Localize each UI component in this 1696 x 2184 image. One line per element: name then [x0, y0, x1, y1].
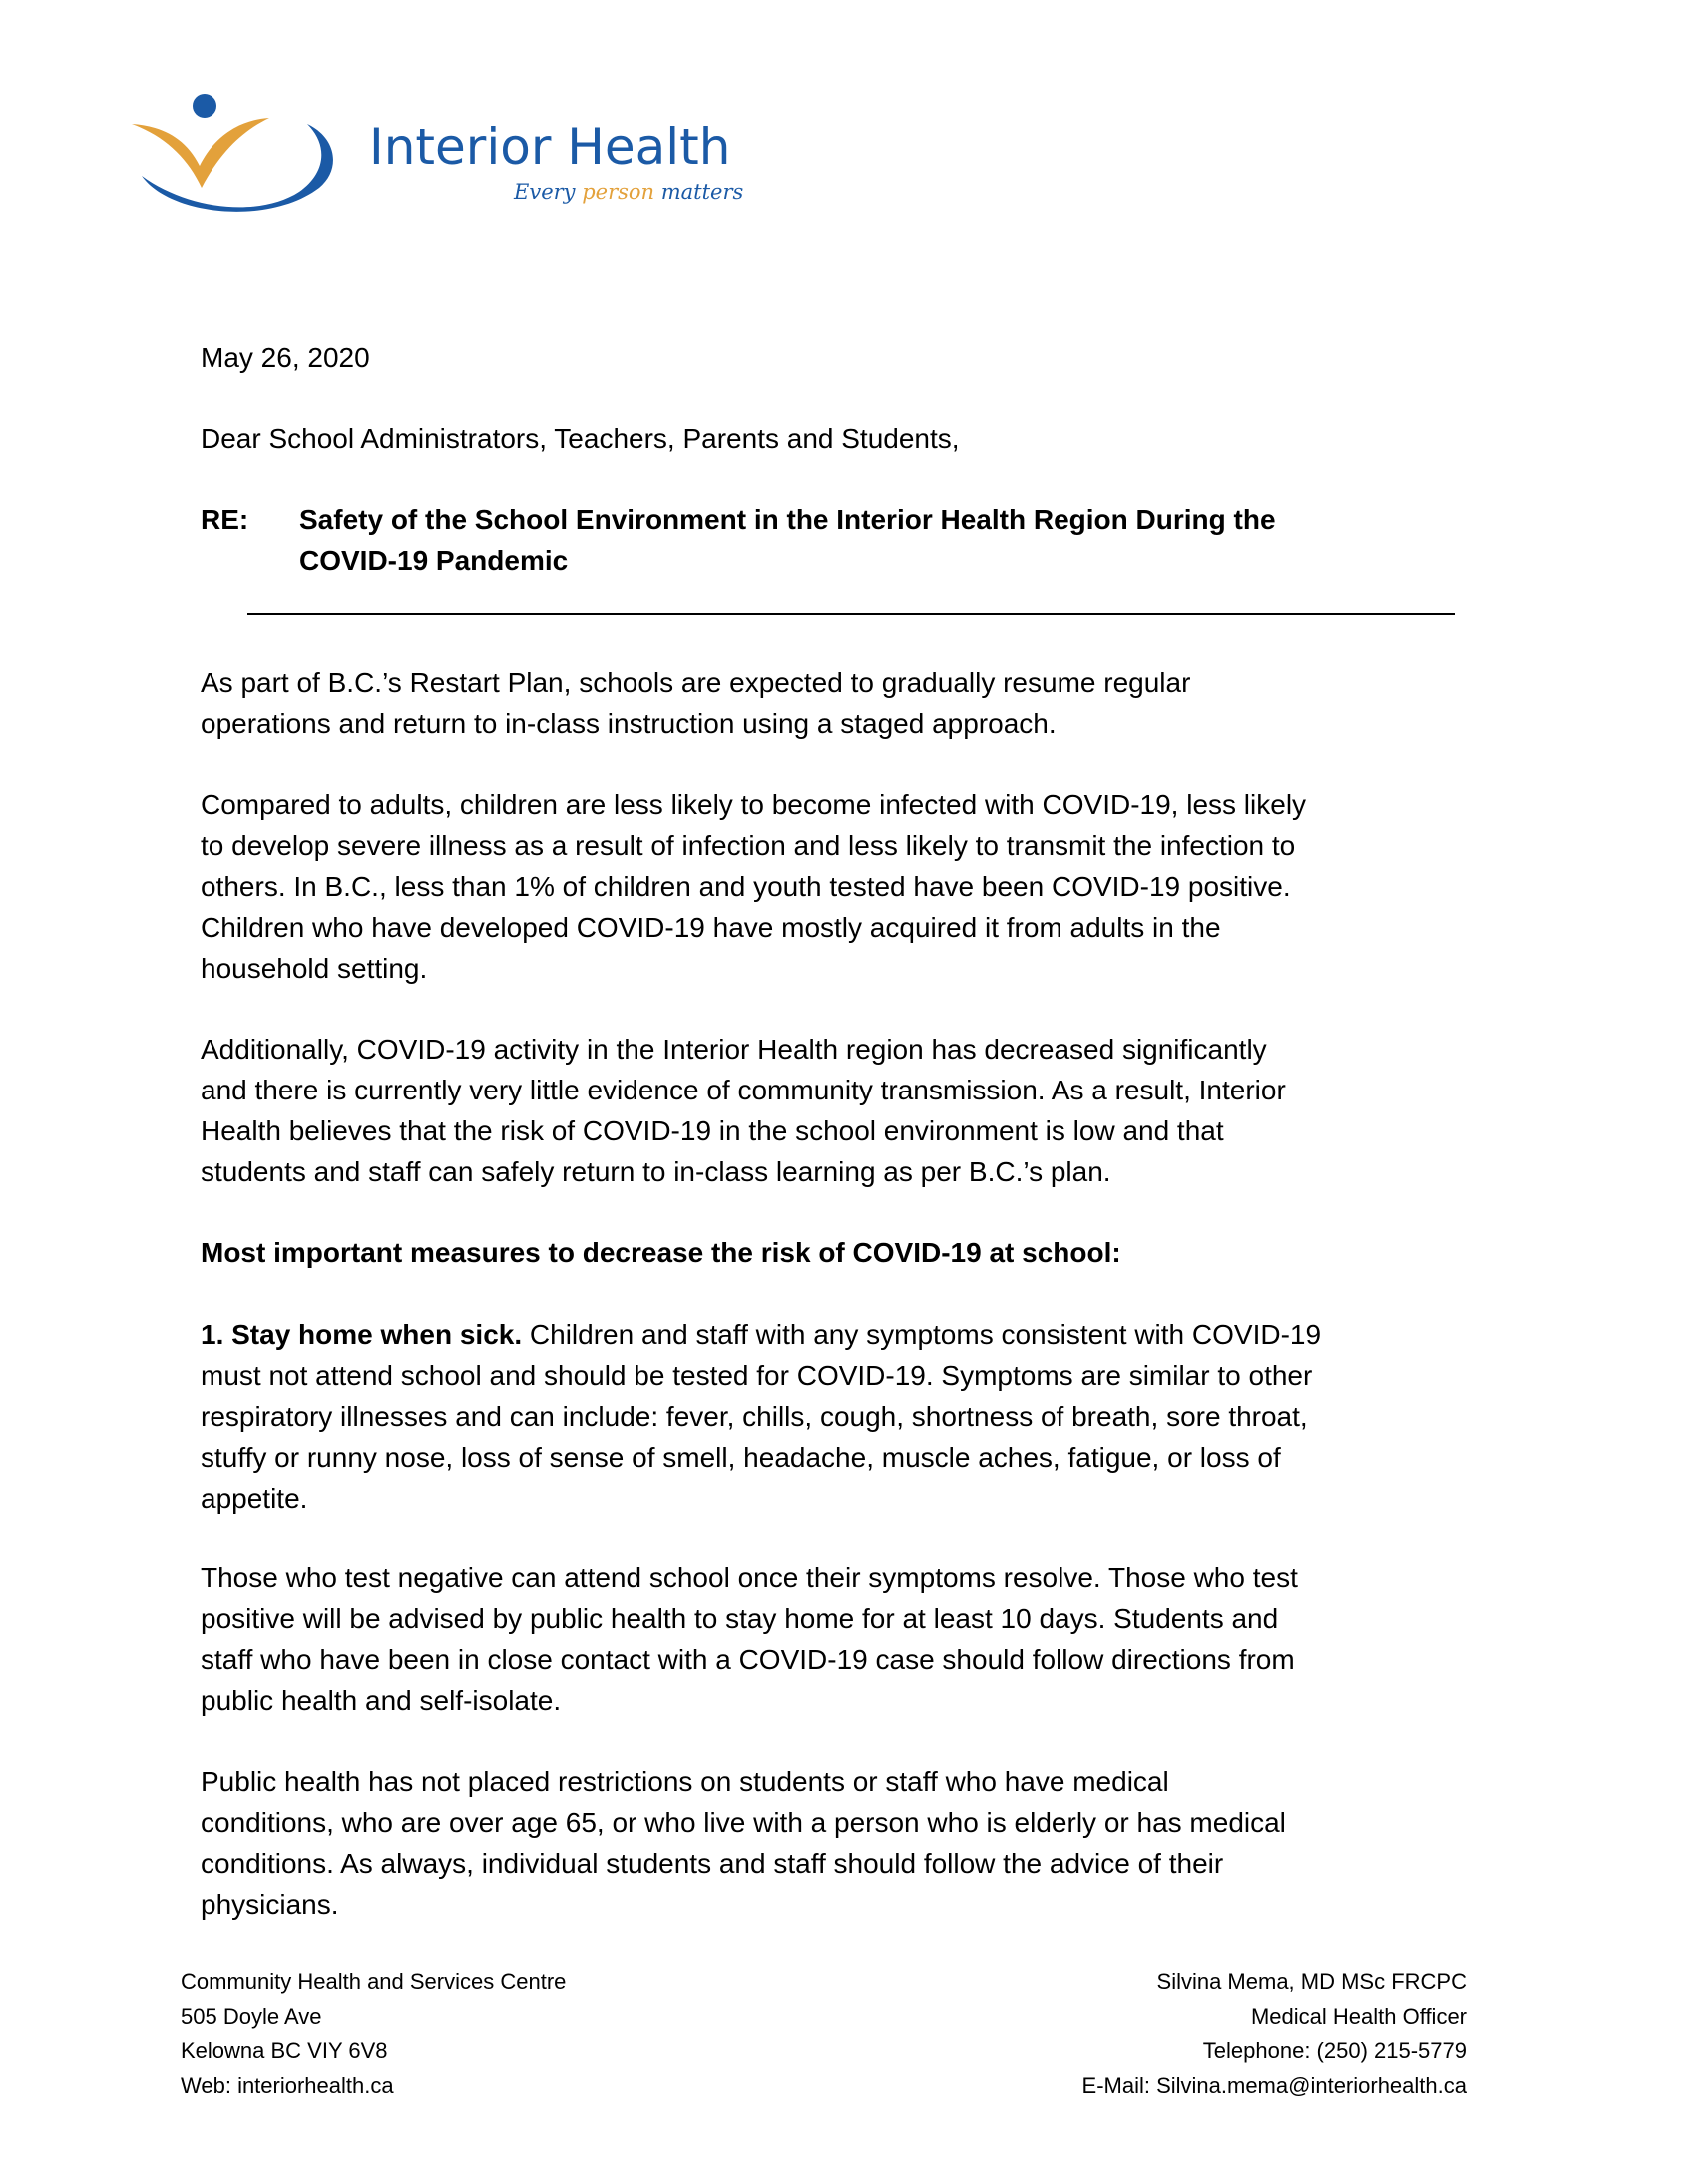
paragraph-stay-home	[201, 1314, 1321, 1519]
paragraph-test-results	[201, 1557, 1298, 1721]
paragraph-line: others. In B.C., less than 1% of children and youth tested have been COVID-19 positive.	[201, 871, 1291, 902]
footer-line: E-Mail: Silvina.mema@interiorhealth.ca	[1081, 2072, 1467, 2098]
paragraph-medical-conditions	[201, 1761, 1286, 1925]
footer-address	[181, 1966, 566, 2103]
tagline-part-1: Every	[514, 180, 583, 204]
paragraph-line: public health and self-isolate.	[201, 1685, 562, 1716]
logo-tagline	[514, 180, 743, 204]
paragraph-line: staff who have been in close contact with a COVID-19 case should follow directions from	[201, 1644, 1295, 1675]
paragraph-line: Compared to adults, children are less likely to become infected with COVID-19, less likely	[201, 789, 1307, 820]
re-subject	[299, 499, 1397, 581]
tagline-part-2: person	[582, 180, 655, 204]
tagline-part-3: matters	[654, 180, 744, 204]
footer-line: Web: interiorhealth.ca	[181, 2072, 394, 2098]
paragraph-line: As part of B.C.’s Restart Plan, schools are expected to gradually resume regular	[201, 667, 1191, 698]
footer-line: Silvina Mema, MD MSc FRCPC	[1156, 1969, 1467, 1994]
measure-title: 1. Stay home when sick.	[201, 1319, 523, 1350]
logo-name: Interior Health	[369, 118, 731, 176]
paragraph-line: conditions. As always, individual students and staff should follow the advice of their	[201, 1848, 1224, 1879]
paragraph-line: and there is currently very little evidence of community transmission. As a result, Interior	[201, 1075, 1286, 1105]
footer-line: Community Health and Services Centre	[181, 1969, 567, 1994]
letter-date: May 26, 2020	[201, 342, 370, 373]
footer-line: Medical Health Officer	[1250, 2003, 1467, 2029]
paragraph-activity-decreased	[201, 1029, 1286, 1192]
paragraph-line: positive will be advised by public health to stay home for at least 10 days. Students and	[201, 1603, 1279, 1634]
footer-line: Telephone: (250) 215-5779	[1202, 2038, 1467, 2063]
paragraph-restart-plan	[201, 662, 1190, 744]
paragraph-line: to develop severe illness as a result of infection and less likely to transmit the infection to	[201, 830, 1296, 861]
paragraph-line: household setting.	[201, 953, 428, 984]
paragraph-line: stuffy or runny nose, loss of sense of smell, headache, muscle aches, fatigue, or loss of	[201, 1442, 1281, 1473]
re-label: RE:	[201, 504, 249, 535]
paragraph-line: Those who test negative can attend school once their symptoms resolve. Those who test	[201, 1562, 1298, 1593]
interior-health-logo	[130, 88, 744, 227]
paragraph-line: appetite.	[201, 1483, 308, 1514]
paragraph-line: respiratory illnesses and can include: fever, chills, cough, shortness of breath, sore throat,	[201, 1401, 1308, 1432]
paragraph-line: Additionally, COVID-19 activity in the Interior Health region has decreased significantly	[201, 1034, 1267, 1065]
paragraph-line: students and staff can safely return to in-class learning as per B.C.’s plan.	[201, 1156, 1111, 1187]
paragraph-line: Public health has not placed restrictions on students or staff who have medical	[201, 1766, 1169, 1797]
paragraph-line: must not attend school and should be tested for COVID-19. Symptoms are similar to other	[201, 1360, 1313, 1391]
re-subject-line: COVID-19 Pandemic	[299, 545, 569, 576]
letter-salutation: Dear School Administrators, Teachers, Parents and Students,	[201, 423, 960, 454]
section-heading: Most important measures to decrease the risk of COVID-19 at school:	[201, 1237, 1121, 1268]
logo-mark-icon	[130, 88, 369, 227]
paragraph-line: Children who have developed COVID-19 have mostly acquired it from adults in the	[201, 912, 1221, 943]
paragraph-line: physicians.	[201, 1889, 339, 1920]
paragraph-line	[201, 1314, 1321, 1355]
footer-line: 505 Doyle Ave	[181, 2003, 322, 2029]
footer-contact	[1082, 1966, 1467, 2103]
footer-line: Kelowna BC VIY 6V8	[181, 2038, 388, 2063]
paragraph-line: operations and return to in-class instruction using a staged approach.	[201, 708, 1057, 739]
paragraph-line: Health believes that the risk of COVID-19 in the school environment is low and that	[201, 1115, 1224, 1146]
divider-rule	[247, 613, 1455, 615]
re-subject-line: Safety of the School Environment in the Interior Health Region During the	[299, 504, 1276, 535]
paragraph-children-risk	[201, 784, 1306, 989]
paragraph-text: Children and staff with any symptoms consistent with COVID-19	[522, 1319, 1322, 1350]
paragraph-line: conditions, who are over age 65, or who live with a person who is elderly or has medical	[201, 1807, 1286, 1838]
